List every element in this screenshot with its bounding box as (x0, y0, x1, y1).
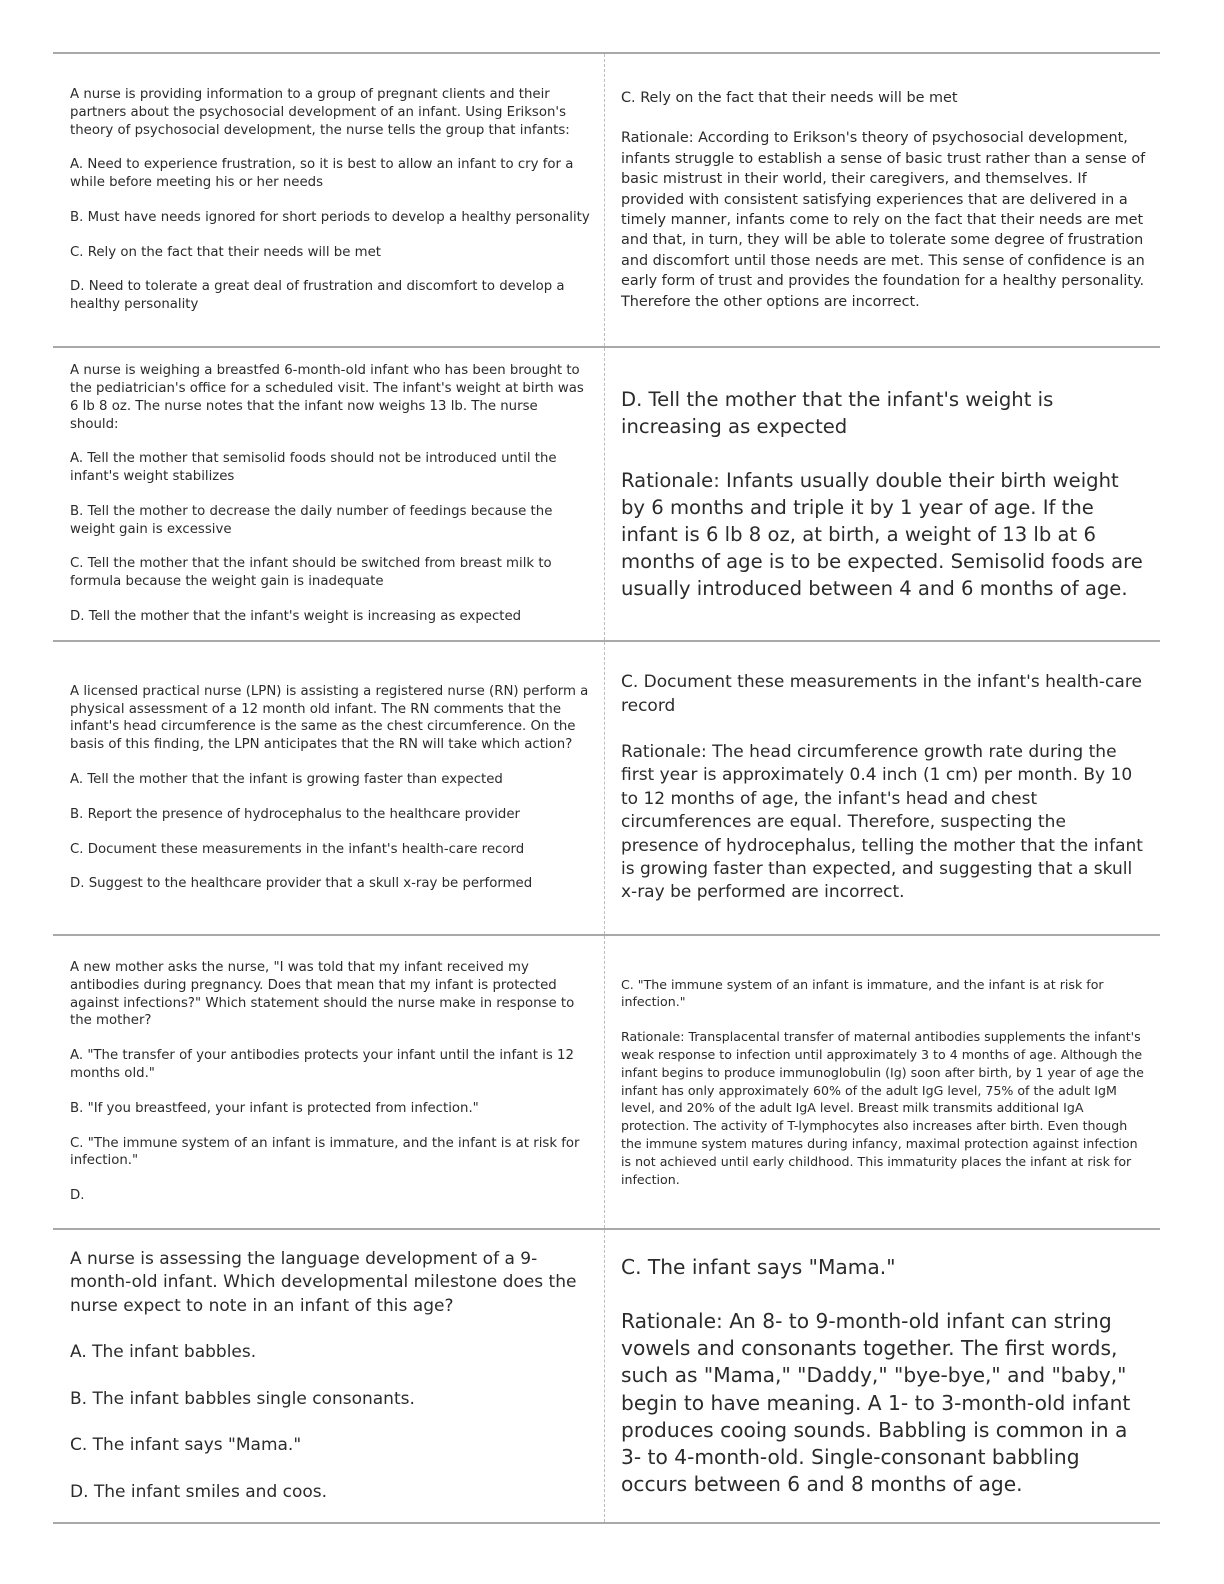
answer-text: C. The infant says "Mama." (621, 1254, 896, 1279)
rationale-text: Rationale: Infants usually double their birth weight by 6 months and triple it by 1 year of age. If the infant is 6 lb 8 oz, at birth, a weight of 13 lb at 6 months of age is to be expected. Semisolid foods are usually introduced between 4 and 6 months of age. (621, 469, 1143, 600)
option-a: A. Need to experience frustration, so it is best to allow an infant to cry for a while before meeting his or her needs (70, 157, 574, 191)
option-a: A. Tell the mother that semisolid foods should not be introduced until the infant's weight stabilizes (70, 451, 557, 485)
option-a: A. "The transfer of your antibodies protects your infant until the infant is 12 months old." (70, 1048, 574, 1081)
question-text: A nurse is weighing a breastfed 6-month-old infant who has been brought to the pediatrician's office for a scheduled visit. The infant's weight at birth was 6 lb 8 oz. The nurse notes that the infant now weighs 13 lb. The nurse should: (70, 363, 584, 432)
rationale-text: Rationale: An 8- to 9-month-old infant can string vowels and consonants together. The first words, such as "Mama," "Daddy," "bye-bye," and "baby," begin to have meaning. A 1- to 3-month-old infant produces cooing sounds. Babbling is common in a 3- to 4-month-old. Single-consonant babbling occurs between 6 and 8 months of age. (621, 1308, 1131, 1497)
flashcard-sheet (53, 52, 1160, 1524)
question-text: A nurse is assessing the language development of a 9-month-old infant. Which developmental milestone does the nurse expect to note in an infant of this age? (70, 1249, 577, 1316)
rationale-text: Rationale: Transplacental transfer of maternal antibodies supplements the infant's weak response to infection until approximately 3 to 4 months of age. Although the infant begins to produce immunoglobulin (Ig) soon after birth, by 1 year of age the infant has only approximately 60% of the adult IgG level, 75% of the adult IgM level, and 20% of the adult IgA level. Breast milk transmits additional IgA protection. The activity of T-lymphocytes also increases after birth. Even though the immune system matures during infancy, maximal protection against infection is not achieved until early childhood. This immaturity places the infant at risk for infection. (621, 1029, 1144, 1187)
answer-cell (605, 1230, 1160, 1522)
option-b: B. Tell the mother to decrease the daily number of feedings because the weight gain is excessive (70, 503, 553, 537)
question-cell (53, 642, 605, 934)
answer-text: C. Rely on the fact that their needs will be met (621, 89, 958, 106)
answer-text: C. "The immune system of an infant is immature, and the infant is at risk for infection." (621, 976, 1104, 1010)
option-b: B. Report the presence of hydrocephalus to the healthcare provider (70, 806, 521, 822)
option-b: B. The infant babbles single consonants. (70, 1388, 415, 1409)
option-a: A. Tell the mother that the infant is growing faster than expected (70, 772, 503, 787)
answer-text: D. Tell the mother that the infant's weight is increasing as expected (621, 388, 1054, 438)
rationale-text: Rationale: The head circumference growth rate during the first year is approximately 0.4 inch (1 cm) per month. By 10 to 12 months of age, the infant's head and chest circumferences are equal. Therefore, suspecting the presence of hydrocephalus, telling the mother that the infant is growing faster than expected, and suggesting that a skull x-ray be performed are incorrect. (621, 741, 1143, 903)
option-a: A. The infant babbles. (70, 1342, 257, 1363)
question-text: A licensed practical nurse (LPN) is assisting a registered nurse (RN) perform a physical assessment of a 12 month old infant. The RN comments that the infant's head circumference is the same as the chest circumference. On the basis of this finding, the LPN anticipates that the RN will take which action? (70, 683, 589, 753)
answer-cell (605, 54, 1160, 346)
option-d: D. (70, 1188, 85, 1204)
question-text: A nurse is providing information to a group of pregnant clients and their partners about the psychosocial development of an infant. Using Erikson's theory of psychosocial development, the nurse tells the group that infants: (70, 86, 570, 138)
question-cell (53, 54, 605, 346)
rationale-text: Rationale: According to Erikson's theory of psychosocial development, infants struggle to establish a sense of basic trust rather than a sense of basic mistrust in their world, their caregivers, and themselves. If provided with consistent satisfying experiences that are delivered in a timely manner, infants come to rely on the fact that their needs are met and that, in turn, they will be able to tolerate some degree of frustration and discomfort until those needs are met. This sense of confidence is an early form of trust and provides the foundation for a healthy personality. Therefore the other options are incorrect. (621, 130, 1146, 310)
option-c: C. The infant says "Mama." (70, 1435, 302, 1456)
option-b: B. "If you breastfeed, your infant is protected from infection." (70, 1100, 479, 1116)
flashcard-row (53, 52, 1160, 346)
question-text: A new mother asks the nurse, "I was told that my infant received my antibodies during pregnancy. Does that mean that my infant is protected against infections?" Which statement should the nurse make in response to the mother? (70, 960, 575, 1029)
question-cell (53, 936, 605, 1228)
option-d: D. The infant smiles and coos. (70, 1481, 328, 1502)
option-d: D. Suggest to the healthcare provider that a skull x-ray be performed (70, 876, 533, 892)
option-c: C. Tell the mother that the infant should be switched from breast milk to formula because the weight gain is inadequate (70, 556, 552, 590)
option-c: C. Rely on the fact that their needs will be met (70, 244, 381, 260)
answer-cell (605, 348, 1160, 640)
answer-text: C. Document these measurements in the infant's health-care record (621, 672, 1142, 716)
option-c: C. Document these measurements in the infant's health-care record (70, 841, 525, 857)
answer-cell (605, 936, 1160, 1228)
flashcard-row (53, 640, 1160, 934)
question-cell (53, 348, 605, 640)
flashcard-row (53, 346, 1160, 640)
option-b: B. Must have needs ignored for short periods to develop a healthy personality (70, 209, 590, 225)
option-d: D. Tell the mother that the infant's weight is increasing as expected (70, 609, 522, 625)
answer-cell (605, 642, 1160, 934)
flashcard-row (53, 1228, 1160, 1524)
flashcard-row (53, 934, 1160, 1228)
question-cell (53, 1230, 605, 1522)
option-c: C. "The immune system of an infant is immature, and the infant is at risk for infection." (70, 1135, 580, 1169)
option-d: D. Need to tolerate a great deal of frustration and discomfort to develop a healthy personality (70, 279, 565, 313)
